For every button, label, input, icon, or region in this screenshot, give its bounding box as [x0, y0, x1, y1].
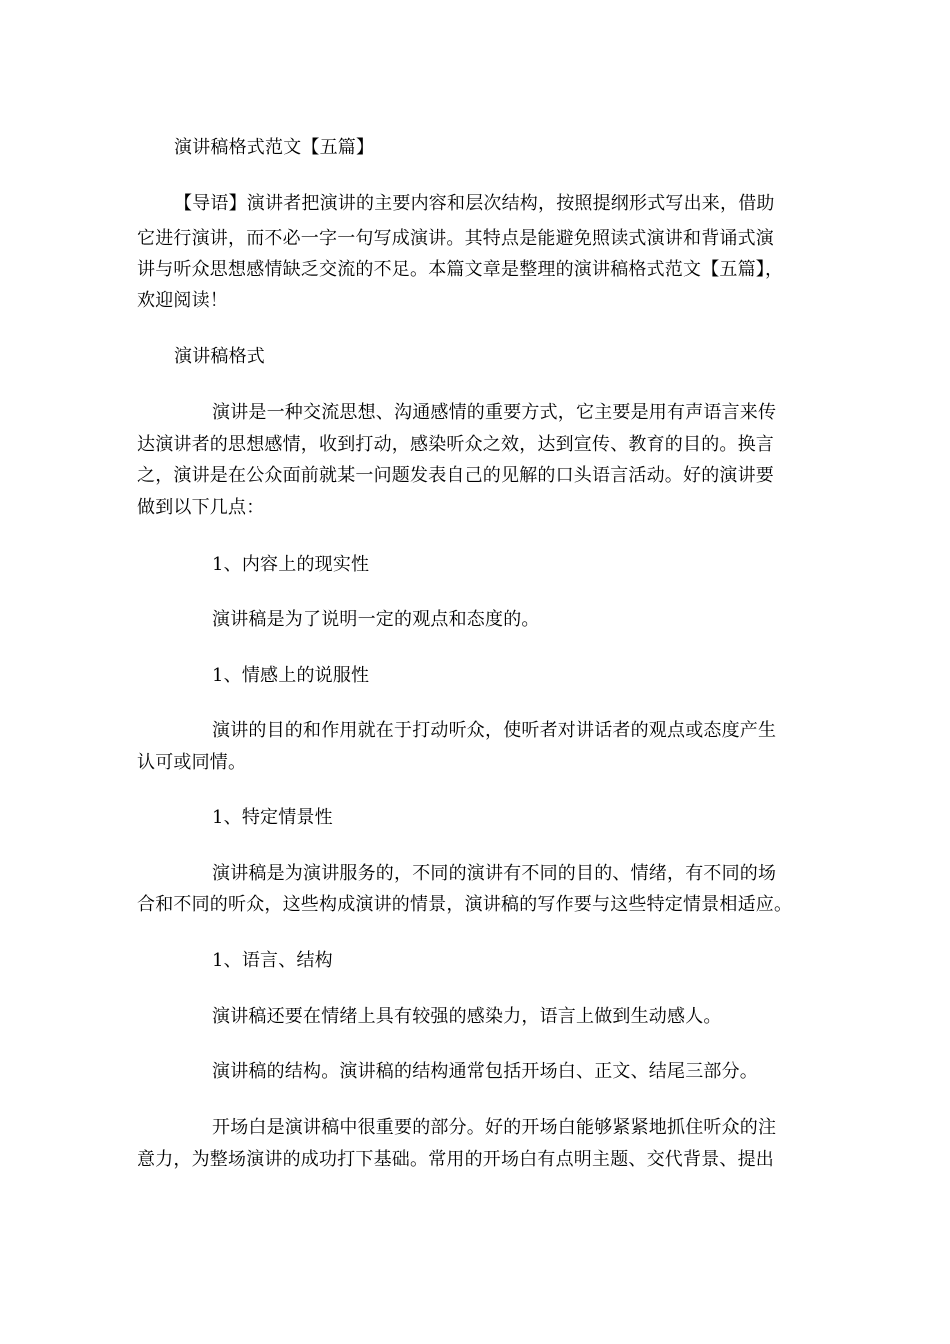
- item4-text-2: 演讲稿的结构。演讲稿的结构通常包括开场白、正文、结尾三部分。: [212, 1061, 758, 1082]
- opening-line-2: 意力，为整场演讲的成功打下基础。常用的开场白有点明主题、交代背景、提出: [137, 1149, 774, 1170]
- item3-line-2: 合和不同的听众，这些构成演讲的情景，演讲稿的写作要与这些特定情景相适应。: [137, 894, 793, 915]
- item3-line-1: 演讲稿是为演讲服务的，不同的演讲有不同的目的、情绪，有不同的场: [212, 863, 777, 884]
- intro-line-2: 它进行演讲，而不必一字一句写成演讲。其特点是能避免照读式演讲和背诵式演: [137, 228, 774, 249]
- item3-heading: 1、特定情景性: [212, 807, 333, 828]
- intro-line-1: 【导语】演讲者把演讲的主要内容和层次结构，按照提纲形式写出来，借助: [174, 193, 775, 214]
- item1-heading: 1、内容上的现实性: [212, 554, 370, 575]
- item1-text: 演讲稿是为了说明一定的观点和态度的。: [212, 609, 540, 630]
- para1-line-4: 做到以下几点：: [137, 497, 265, 518]
- opening-line-1: 开场白是演讲稿中很重要的部分。好的开场白能够紧紧地抓住听众的注: [212, 1117, 777, 1138]
- item2-line-2: 认可或同情。: [137, 752, 247, 773]
- item2-line-1: 演讲的目的和作用就在于打动听众，使听者对讲话者的观点或态度产生: [212, 720, 777, 741]
- item4-text-1: 演讲稿还要在情绪上具有较强的感染力，语言上做到生动感人。: [212, 1006, 722, 1027]
- para1-line-2: 达演讲者的思想感情，收到打动，感染听众之效，达到宣传、教育的目的。换言: [137, 434, 774, 455]
- item2-heading: 1、情感上的说服性: [212, 665, 370, 686]
- intro-line-3: 讲与听众思想感情缺乏交流的不足。本篇文章是整理的演讲稿格式范文【五篇】，: [137, 259, 784, 280]
- intro-line-4: 欢迎阅读！: [137, 290, 228, 311]
- section-heading: 演讲稿格式: [174, 346, 265, 367]
- document-title: 演讲稿格式范文【五篇】: [174, 137, 375, 158]
- para1-line-3: 之，演讲是在公众面前就某一问题发表自己的见解的口头语言活动。好的演讲要: [137, 465, 774, 486]
- item4-heading: 1、语言、结构: [212, 950, 333, 971]
- para1-line-1: 演讲是一种交流思想、沟通感情的重要方式，它主要是用有声语言来传: [212, 402, 777, 423]
